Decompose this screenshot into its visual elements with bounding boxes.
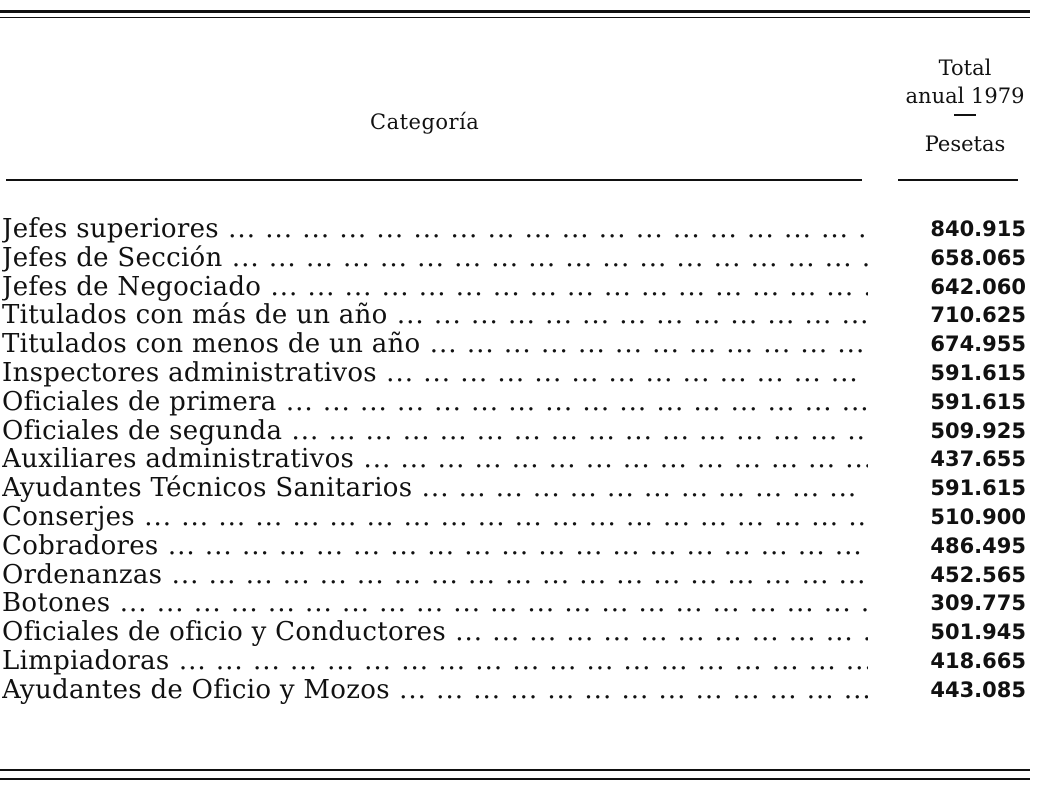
row-total: 674.955 [930,332,1026,357]
row-total: 591.615 [930,476,1026,501]
header-dash [954,114,976,116]
row-category: Botones ... . [2,589,868,618]
row-total: 418.665 [930,648,1026,673]
category-column-header: Categoría [370,110,480,134]
table-row [0,388,1030,417]
table-row [0,359,1030,388]
row-category: Ayudantes Técnicos Sanitarios ... . [2,474,868,503]
row-total: 591.615 [930,389,1026,414]
table-row [0,215,1030,244]
row-category: Inspectores administrativos ... . [2,359,868,388]
table-row [0,532,1030,561]
salary-table-body [0,215,1030,705]
table-row [0,618,1030,647]
row-total: 437.655 [930,447,1026,472]
table-row [0,330,1030,359]
row-total: 309.775 [930,591,1026,616]
total-header-line1: Total [938,56,992,80]
row-category: Conserjes ... . [2,503,868,532]
row-category: Cobradores ... . [2,532,868,561]
row-total: 510.900 [930,504,1026,529]
table-row [0,417,1030,446]
row-total: 452.565 [930,562,1026,587]
category-header-rule [6,179,862,181]
row-category: Ordenanzas ... . [2,561,868,590]
row-category: Oficiales de oficio y Conductores ... . [2,618,868,647]
row-category: Auxiliares administrativos ... . [2,445,868,474]
bottom-rule-upper [0,769,1030,771]
row-total: 443.085 [930,677,1026,702]
table-row [0,445,1030,474]
table-row [0,561,1030,590]
top-rule-thick [0,10,1030,13]
row-category: Jefes de Sección ... . [2,244,868,273]
table-row [0,244,1030,273]
row-category: Titulados con más de un año ... . [2,301,868,330]
table-row [0,676,1030,705]
table-row [0,273,1030,302]
row-category: Jefes de Negociado ... . [2,273,868,302]
row-total: 509.925 [930,418,1026,443]
row-total: 840.915 [930,217,1026,241]
total-header-unit: Pesetas [924,132,1006,156]
row-total: 658.065 [930,245,1026,270]
table-row [0,503,1030,532]
row-category: Limpiadoras ... . [2,647,868,676]
row-total: 710.625 [930,303,1026,328]
top-rule-thin [0,17,1030,18]
table-row [0,589,1030,618]
row-category: Titulados con menos de un año ... . [2,330,868,359]
table-row [0,301,1030,330]
row-total: 501.945 [930,620,1026,645]
total-header-line2: anual 1979 [905,84,1025,108]
table-row [0,647,1030,676]
table-row [0,474,1030,503]
bottom-rule-lower [0,778,1030,780]
row-category: Oficiales de segunda ... . [2,417,868,446]
row-total: 591.615 [930,360,1026,385]
total-column-header [900,54,1030,158]
row-total: 642.060 [930,274,1026,299]
total-header-rule [898,179,1018,181]
row-total: 486.495 [930,533,1026,558]
row-category: Oficiales de primera ... . [2,388,868,417]
row-category: Jefes superiores ... . [2,215,868,244]
row-category: Ayudantes de Oficio y Mozos ... . [2,676,868,705]
